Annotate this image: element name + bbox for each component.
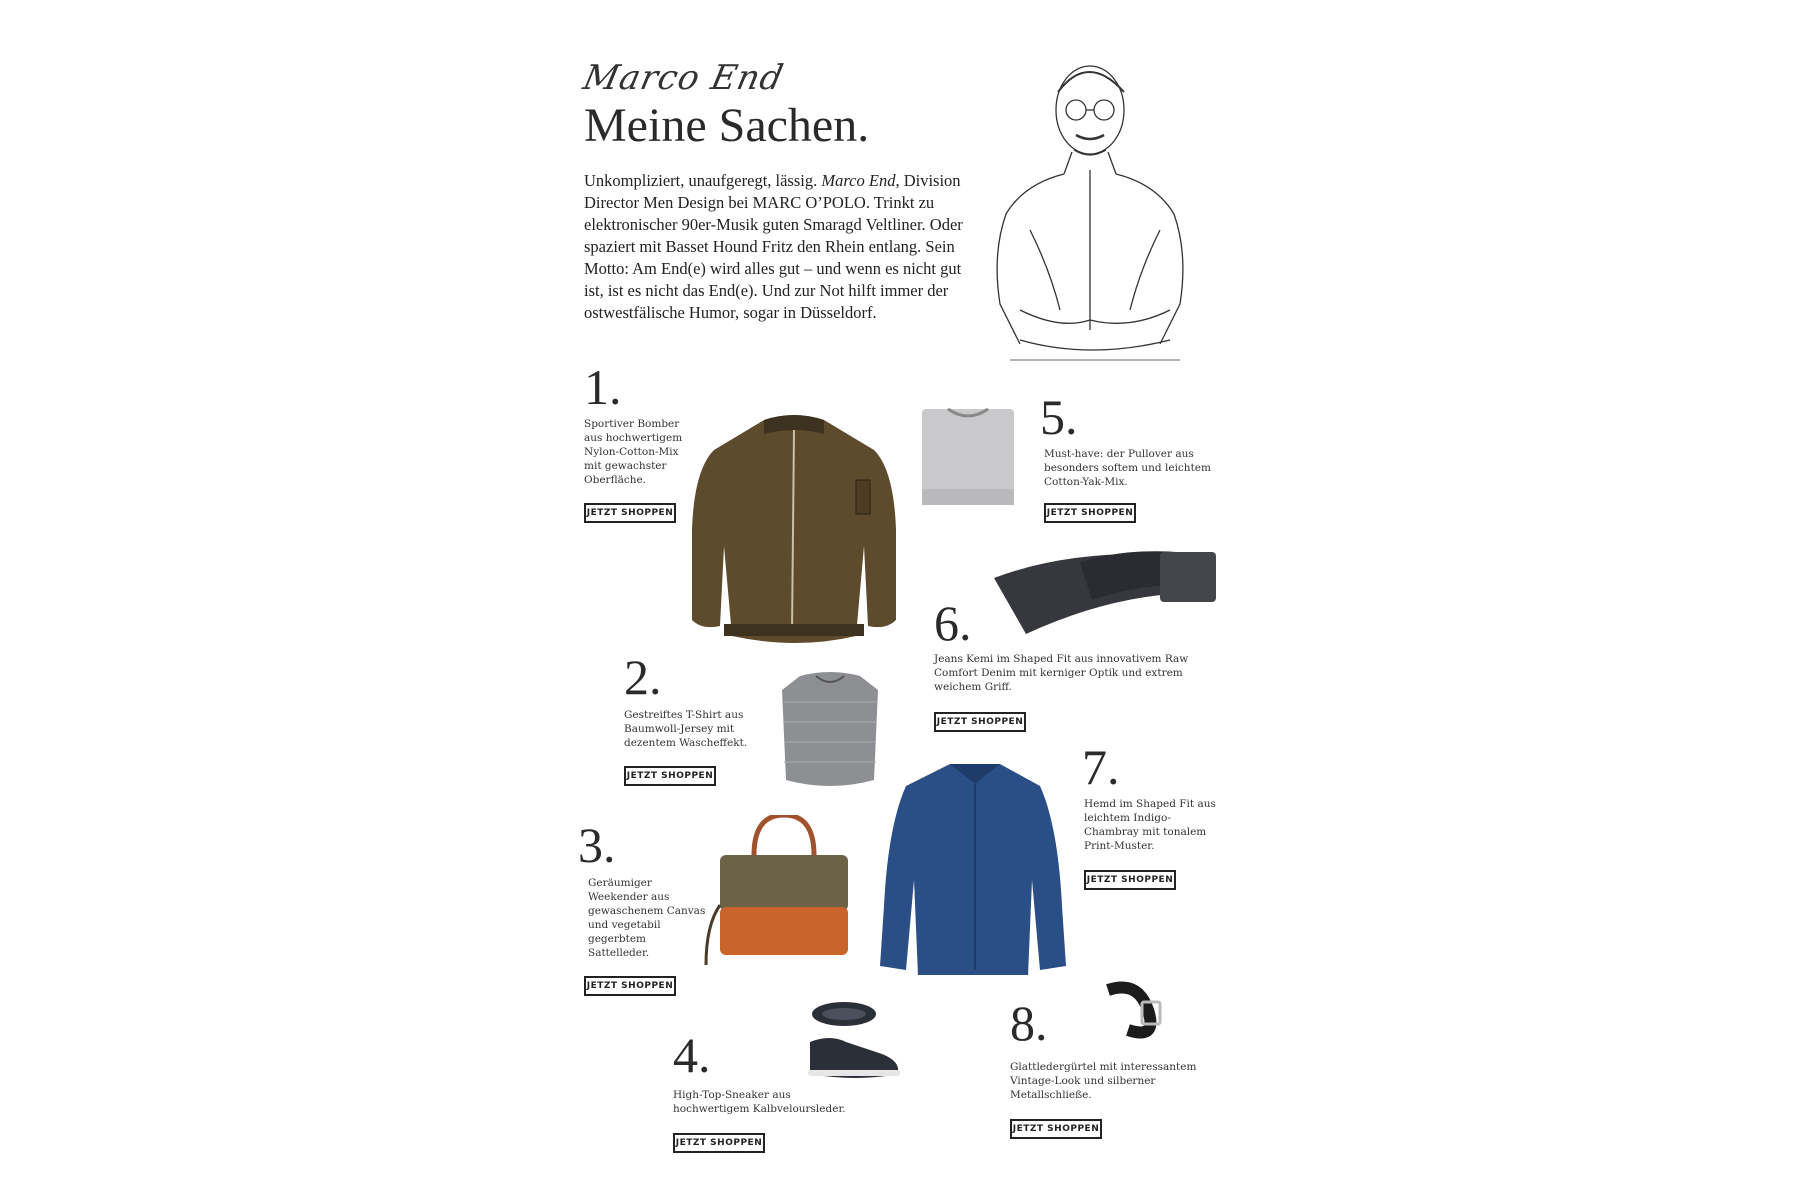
- item-5-description: Must-have: der Pullover aus besonders softem und leichtem Cotton-Yak-Mix.: [1044, 448, 1211, 488]
- belt-image[interactable]: [1100, 980, 1170, 1040]
- weekender-bag-image[interactable]: [700, 815, 865, 975]
- item-2-number: 2.: [624, 649, 662, 705]
- intro-lead: Unkompliziert, unaufgeregt, lässig.: [584, 171, 822, 190]
- intro-name: Marco End: [821, 171, 896, 190]
- sneaker-image[interactable]: [804, 998, 904, 1086]
- item-3-number: 3.: [578, 817, 616, 873]
- item-6-shop-button[interactable]: JETZT SHOPPEN: [934, 712, 1026, 732]
- item-8-description: Glattledergürtel mit interessantem Vintage-Look und silberner Metallschließe.: [1010, 1061, 1197, 1101]
- item-7-shop-button[interactable]: JETZT SHOPPEN: [1084, 870, 1176, 890]
- pullover-image[interactable]: [918, 405, 1018, 510]
- jeans-image[interactable]: [990, 548, 1220, 638]
- item-3-shop-button[interactable]: JETZT SHOPPEN: [584, 976, 676, 996]
- item-6-description: Jeans Kemi im Shaped Fit aus innovativem Raw Comfort Denim mit kerniger Optik und extrem weichem Griff.: [934, 653, 1189, 693]
- item-7-number: 7.: [1082, 739, 1120, 795]
- signature: Marco End: [579, 58, 788, 98]
- item-1-number: 1.: [584, 359, 622, 415]
- item-1-description: Sportiver Bomber aus hochwertigem Nylon-Cotton-Mix mit gewachster Oberfläche.: [584, 418, 683, 486]
- item-5-shop-button[interactable]: JETZT SHOPPEN: [1044, 503, 1136, 523]
- item-4-description: High-Top-Sneaker aus hochwertigem Kalbveloursleder.: [673, 1089, 846, 1115]
- item-7-description: Hemd im Shaped Fit aus leichtem Indigo-Chambray mit tonalem Print-Muster.: [1084, 798, 1216, 852]
- item-4-shop-button[interactable]: JETZT SHOPPEN: [673, 1133, 765, 1153]
- item-1-shop-button[interactable]: JETZT SHOPPEN: [584, 503, 676, 523]
- portrait-illustration: [990, 40, 1200, 370]
- item-6-number: 6.: [934, 595, 972, 651]
- intro-body: , Division Director Men Design bei MARC O’POLO. Trinkt zu elektronischer 90er-Musik guten Smaragd Veltliner. Oder spaziert mit Basset Hound Fritz den Rhein entlang. Sein Motto: Am End(e) wird alles gut – und wenn es nicht gut ist, ist es nicht das End(e). Und zur Not hilft immer der ostwestfälische Humor, sogar in Düsseldorf.: [584, 171, 963, 322]
- intro-text: [584, 170, 974, 324]
- item-5-number: 5.: [1040, 389, 1078, 445]
- item-3-description: Geräumiger Weekender aus gewaschenem Canvas und vegetabil gegerbtem Sattelleder.: [588, 877, 706, 959]
- shirt-image[interactable]: [880, 760, 1070, 975]
- item-8-shop-button[interactable]: JETZT SHOPPEN: [1010, 1119, 1102, 1139]
- tshirt-image[interactable]: [780, 672, 880, 787]
- bomber-jacket-image[interactable]: [684, 410, 904, 650]
- page-title: Meine Sachen.: [584, 99, 870, 152]
- item-2-description: Gestreiftes T-Shirt aus Baumwoll-Jersey mit dezentem Wascheffekt.: [624, 709, 748, 749]
- item-8-number: 8.: [1010, 995, 1048, 1051]
- item-4-number: 4.: [673, 1027, 711, 1083]
- item-2-shop-button[interactable]: JETZT SHOPPEN: [624, 766, 716, 786]
